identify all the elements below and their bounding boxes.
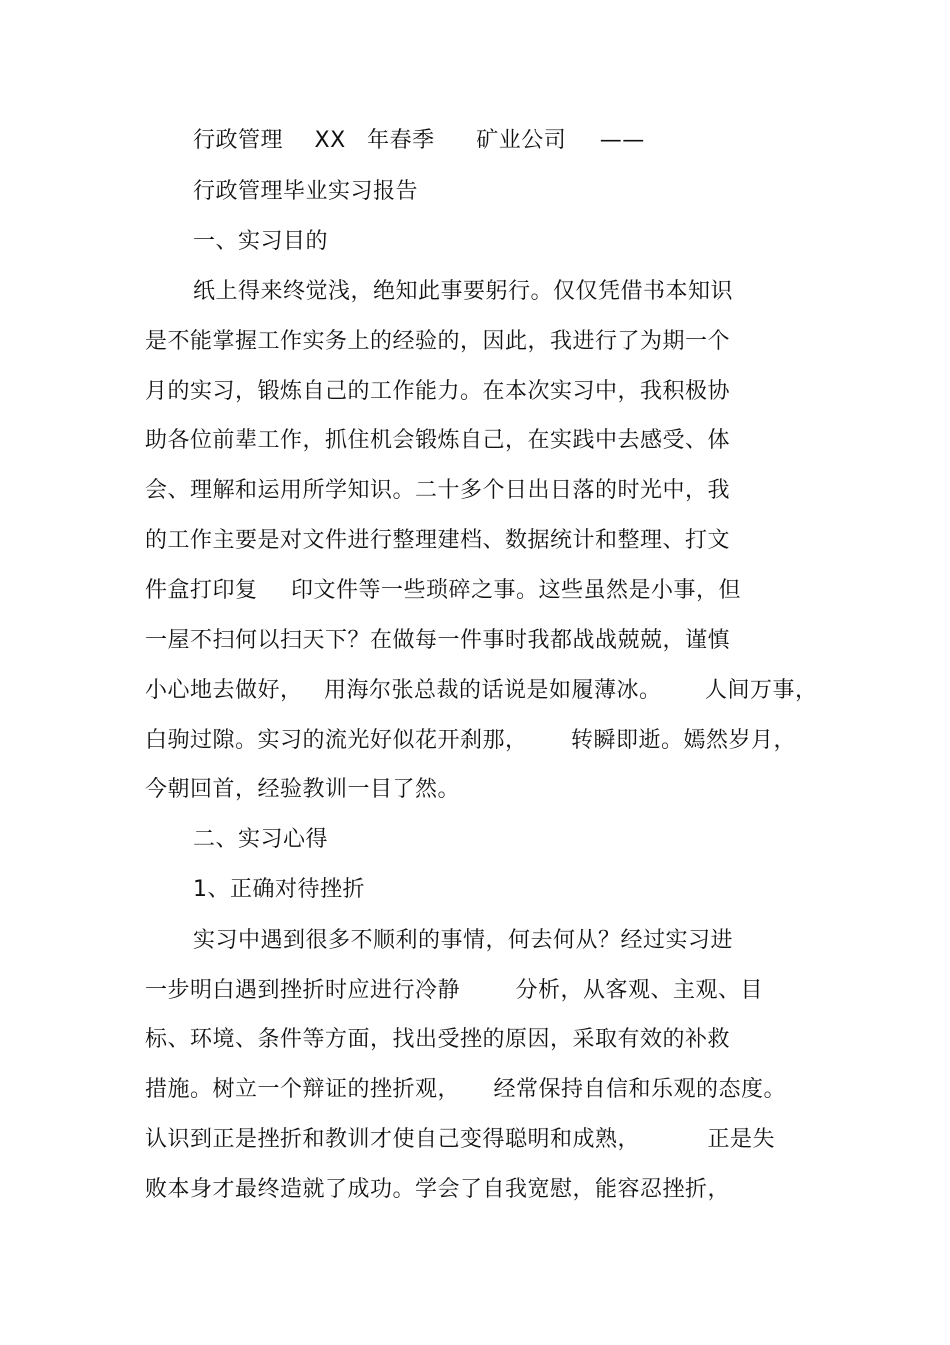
paragraph-line [145, 976, 763, 1006]
paragraph-line: 月的实习，锻炼自己的工作能力。在本次实习中，我积极协 [145, 379, 731, 404]
text-segment: 分析，从客观、主观、目 [515, 978, 764, 1003]
text-segment: 用海尔张总裁的话说是如履薄冰。 [324, 678, 662, 703]
paragraph-line [145, 726, 796, 756]
title-part-4: 矿业公司 [476, 128, 567, 153]
paragraph-line [145, 576, 741, 606]
title-line-1 [193, 126, 645, 156]
paragraph-line: 是不能掌握工作实务上的经验的，因此，我进行了为期一个 [145, 329, 731, 354]
text-segment: 一步明白遇到挫折时应进行冷静 [145, 978, 461, 1003]
section-2-subheading: 1、正确对待挫折 [193, 877, 365, 902]
paragraph-line [145, 1125, 775, 1155]
text-segment: 白驹过隙。实习的流光好似花开刹那， [145, 728, 528, 753]
title-part-1: 行政管理 [193, 128, 284, 153]
paragraph-line [145, 1075, 786, 1105]
text-segment: 认识到正是挫折和教训才使自己变得聪明和成熟， [145, 1127, 641, 1152]
text-segment: 正是失 [707, 1127, 776, 1152]
text-segment: 经常保持自信和乐观的态度。 [493, 1077, 787, 1102]
title-line-2: 行政管理毕业实习报告 [193, 179, 419, 204]
text-segment: 转瞬即逝。嫣然岁月， [571, 728, 797, 753]
paragraph-line: 会、理解和运用所学知识。二十多个日出日落的时光中，我 [145, 478, 731, 503]
paragraph-line: 败本身才最终造就了成功。学会了自我宽慰，能容忍挫折， [145, 1177, 731, 1202]
paragraph-line [145, 676, 818, 706]
paragraph-line: 一屋不扫何以扫天下？在做每一件事时我都战战兢兢，谨慎 [145, 628, 731, 653]
paragraph-line: 助各位前辈工作，抓住机会锻炼自己，在实践中去感受、体 [145, 428, 731, 453]
text-segment: 小心地去做好， [145, 678, 303, 703]
paragraph-line: 的工作主要是对文件进行整理建档、数据统计和整理、打文 [145, 528, 731, 553]
title-part-3: 年春季 [367, 128, 435, 153]
title-part-5: —— [599, 128, 645, 153]
paragraph-line: 纸上得来终觉浅，绝知此事要躬行。仅仅凭借书本知识 [193, 279, 734, 304]
text-segment: 件盒打印复 [145, 578, 258, 603]
title-part-2: XX [314, 128, 346, 153]
paragraph-line: 实习中遇到很多不顺利的事情，何去何从？经过实习进 [193, 928, 734, 953]
section-2-heading: 二、实习心得 [193, 827, 329, 852]
text-segment: 人间万事， [705, 678, 818, 703]
section-1-heading: 一、实习目的 [193, 229, 329, 254]
paragraph-line: 标、环境、条件等方面，找出受挫的原因，采取有效的补救 [145, 1027, 731, 1052]
paragraph-line: 今朝回首，经验教训一目了然。 [145, 777, 461, 802]
text-segment: 印文件等一些琐碎之事。这些虽然是小事，但 [291, 578, 742, 603]
text-segment: 措施。树立一个辩证的挫折观， [145, 1077, 461, 1102]
